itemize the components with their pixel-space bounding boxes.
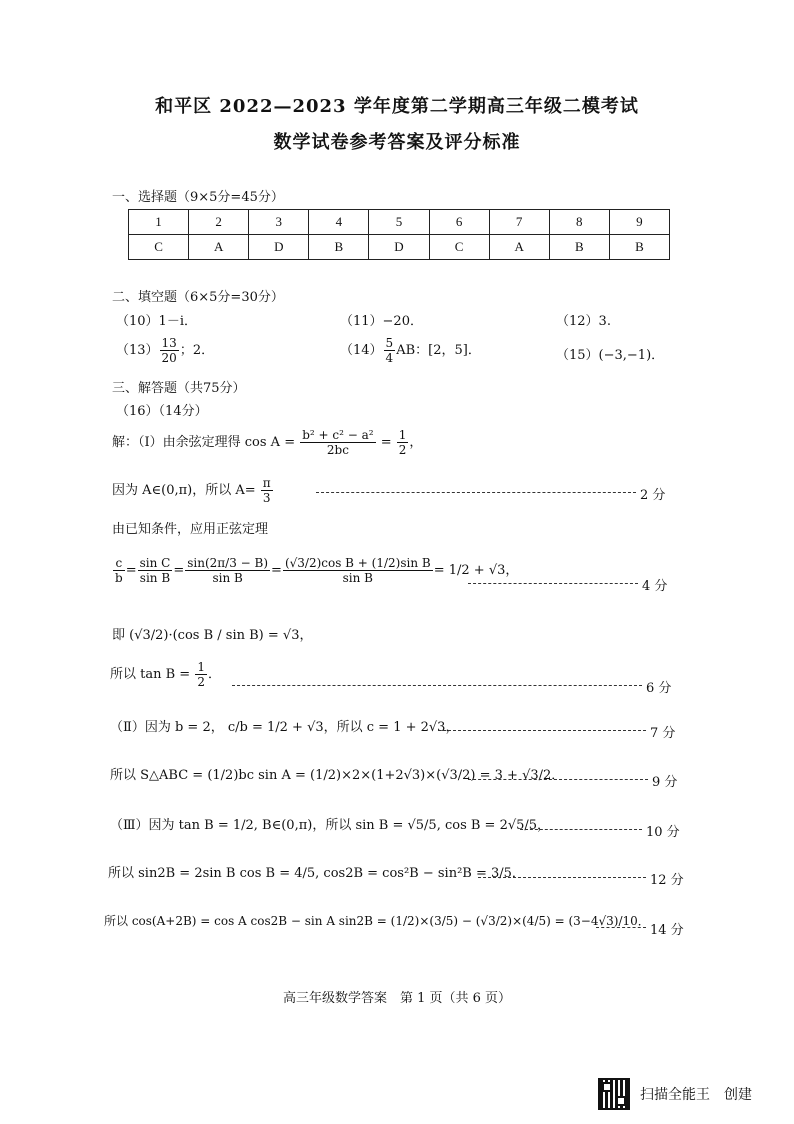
l1-half-den: 2 bbox=[398, 443, 407, 457]
l4-frac3-den: sin B bbox=[212, 571, 243, 585]
l4-frac1-num: c bbox=[113, 556, 125, 571]
fill-13-denominator: 20 bbox=[161, 351, 177, 365]
choice-answer: B bbox=[309, 235, 369, 260]
score-leader bbox=[468, 583, 638, 584]
l1-half-num: 1 bbox=[398, 428, 407, 442]
choice-answer-table bbox=[128, 209, 670, 260]
fill-14-label: （14） bbox=[340, 343, 383, 358]
choice-number: 8 bbox=[549, 210, 609, 235]
choice-number: 9 bbox=[609, 210, 669, 235]
l6-numerator: 1 bbox=[197, 660, 205, 674]
choice-number: 4 bbox=[309, 210, 369, 235]
section-choice-heading: 一、选择题（9×5分=45分） bbox=[112, 190, 284, 205]
l2-text: 因为 A∈(0,π)，所以 A= bbox=[112, 483, 256, 498]
section-solution-heading: 三、解答题（共75分） bbox=[112, 381, 246, 396]
score-mark: 9 分 bbox=[652, 775, 678, 790]
fill-answer-10: （10）1－i． bbox=[116, 314, 197, 329]
score-mark: 4 分 bbox=[642, 579, 668, 594]
scanner-watermark: 扫描全能王 创建 bbox=[640, 1087, 752, 1103]
solution-line-8: 所以 S△ABC = (1/2)bc sin A = (1/2)×2×(1+2√3)×(√3/2) = 3 + √3/2． bbox=[110, 768, 565, 783]
fill-13-numerator: 13 bbox=[161, 336, 177, 350]
choice-answer: C bbox=[429, 235, 489, 260]
l1-end: ， bbox=[409, 435, 423, 450]
fill-answer-12: （12）3. bbox=[556, 314, 611, 329]
choice-number: 1 bbox=[129, 210, 189, 235]
solution-line-10: 所以 sin2B = 2sin B cos B = 4/5, cos2B = cos²B − sin²B = 3/5． bbox=[108, 866, 525, 881]
choice-answer-row bbox=[129, 235, 670, 260]
score-leader bbox=[232, 685, 642, 686]
score-leader bbox=[478, 877, 646, 878]
title-line-1: 和平区 2022—2023 学年度第二学期高三年级二模考试 bbox=[155, 96, 639, 117]
score-mark: 12 分 bbox=[650, 873, 684, 888]
choice-number: 6 bbox=[429, 210, 489, 235]
l6-end: ． bbox=[207, 667, 221, 682]
choice-number-row bbox=[129, 210, 670, 235]
score-mark: 6 分 bbox=[646, 681, 672, 696]
score-leader bbox=[438, 730, 646, 731]
l4-end: = 1/2 + √3， bbox=[433, 563, 519, 578]
choice-answer: D bbox=[249, 235, 309, 260]
score-mark: 2 分 bbox=[640, 488, 666, 503]
fill-answer-13 bbox=[116, 336, 214, 365]
choice-number: 7 bbox=[489, 210, 549, 235]
fill-answer-15: （15）(−3,−1)． bbox=[556, 348, 665, 363]
choice-answer: A bbox=[189, 235, 249, 260]
choice-number: 5 bbox=[369, 210, 429, 235]
choice-number: 3 bbox=[249, 210, 309, 235]
l1-numerator: b² + c² − a² bbox=[302, 428, 374, 442]
solution-line-6 bbox=[110, 660, 221, 689]
score-leader bbox=[596, 927, 646, 928]
choice-answer: B bbox=[609, 235, 669, 260]
choice-answer: D bbox=[369, 235, 429, 260]
l4-frac3-num: sin(2π/3 − B) bbox=[187, 556, 269, 570]
choice-answer: B bbox=[549, 235, 609, 260]
solution-line-1 bbox=[112, 428, 422, 457]
solution-line-3: 由已知条件，应用正弦定理 bbox=[112, 522, 269, 537]
title-line-2: 数学试卷参考答案及评分标准 bbox=[273, 132, 521, 153]
fill-14-numerator: 5 bbox=[385, 336, 394, 350]
l4-frac1-den: b bbox=[115, 571, 123, 585]
section-fill-heading: 二、填空题（6×5分=30分） bbox=[112, 290, 284, 305]
solution-line-2 bbox=[112, 476, 274, 505]
fill-13-rest: ；2． bbox=[179, 343, 215, 358]
solution-line-4: $\frac{c}{b}$ = $\frac{\text{sin C}}{\text{sin B}}$ = $\frac{\sin(2\pi/3 - B)}{\text{sin B}}$ = $\frac{\text{(√3/2)cos B + (1/2)sin B}}{\text{sin B}}$ = 1/2 + √3， bbox=[115, 556, 519, 585]
l6-denominator: 2 bbox=[197, 675, 205, 689]
fill-answer-11: （11）−20． bbox=[340, 314, 423, 329]
choice-number: 2 bbox=[189, 210, 249, 235]
solution-line-11: 所以 cos(A+2B) = cos A cos2B − sin A sin2B = (1/2)×(3/5) − (√3/2)×(4/5) = (3−4√3)/10． bbox=[104, 914, 650, 928]
l4-frac4-den: sin B bbox=[342, 571, 373, 585]
l2-denominator: 3 bbox=[262, 491, 271, 505]
q16-header: （16）（14分） bbox=[116, 404, 208, 419]
fill-answer-14 bbox=[340, 336, 481, 365]
fill-14-rest: AB：[2，5]． bbox=[396, 343, 481, 358]
score-mark: 10 分 bbox=[646, 825, 680, 840]
l1-equals: = bbox=[380, 435, 392, 450]
fill-14-denominator: 4 bbox=[385, 351, 394, 365]
score-mark: 14 分 bbox=[650, 923, 684, 938]
choice-answer: A bbox=[489, 235, 549, 260]
score-leader bbox=[316, 492, 636, 493]
l4-frac2-num: sin C bbox=[139, 556, 171, 570]
l1-denominator: 2bc bbox=[326, 443, 349, 457]
qr-code-icon bbox=[598, 1078, 630, 1110]
score-leader bbox=[468, 779, 648, 780]
l2-numerator: π bbox=[262, 476, 271, 490]
fill-13-label: （13） bbox=[116, 343, 159, 358]
solution-line-5: 即 (√3/2)·(cos B / sin B) = √3， bbox=[112, 628, 313, 643]
solution-line-9: （Ⅲ）因为 tan B = 1/2, B∈(0,π)，所以 sin B = √5/5, cos B = 2√5/5， bbox=[110, 818, 551, 833]
choice-answer: C bbox=[129, 235, 189, 260]
l4-frac4-num: (√3/2)cos B + (1/2)sin B bbox=[284, 556, 431, 570]
score-mark: 7 分 bbox=[650, 726, 676, 741]
score-leader bbox=[520, 829, 642, 830]
l6-text: 所以 tan B = bbox=[110, 667, 191, 682]
solution-line-7: （Ⅱ）因为 b = 2， c/b = 1/2 + √3，所以 c = 1 + 2√3， bbox=[110, 720, 459, 735]
l4-frac2-den: sin B bbox=[139, 571, 171, 585]
l1-text: 解：（Ⅰ）由余弦定理得 cos A = bbox=[112, 435, 296, 450]
page-footer: 高三年级数学答案 第 1 页（共 6 页） bbox=[282, 991, 512, 1006]
